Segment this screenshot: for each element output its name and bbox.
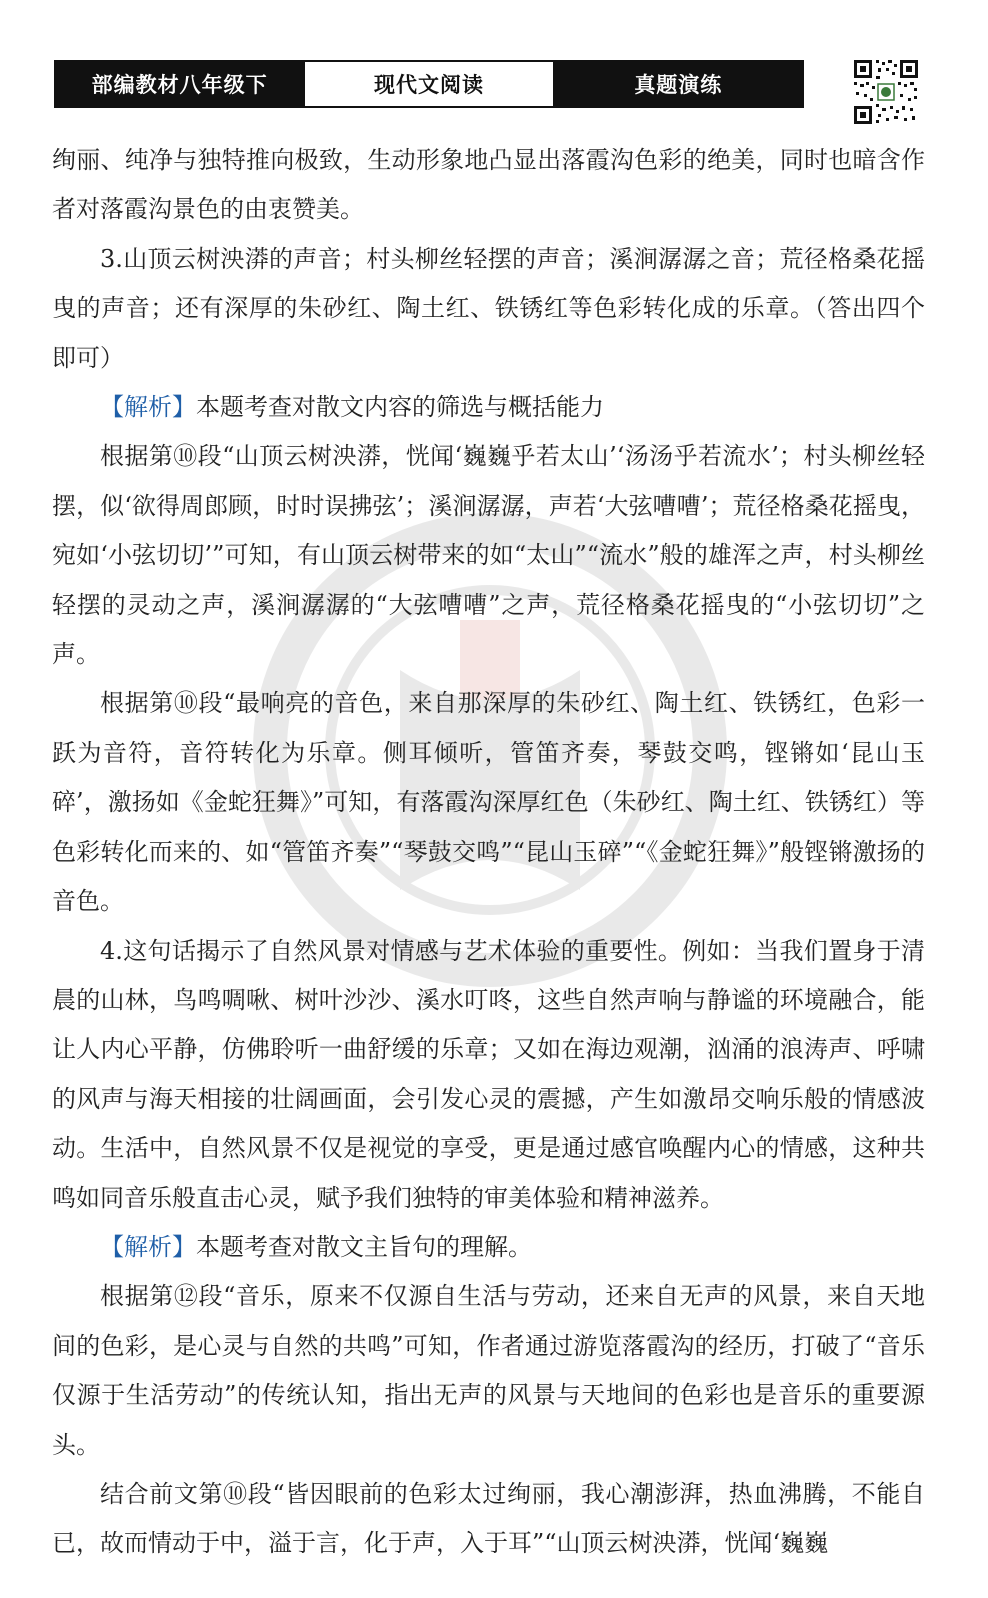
paragraph-text: 4.这句话揭示了自然风景对情感与艺术体验的重要性。例如：当我们置身于清晨的山林，鸟鸣啁啾、树叶沙沙、溪水叮咚，这些自然声响与静谧的环境融合，能让人内心平静，仿佛聆听一曲舒缓的乐章；又如在海边观潮，汹涌的浪涛声、呼啸的风声与海天相接的壮阔画面，会引发心灵的震撼，产生如激昂交响乐般的情感波动。生活中，自然风景不仅是视觉的享受，更是通过感官唤醒内心的情感，这种共鸣如同音乐般直击心灵，赋予我们独特的审美体验和精神滋养。 xyxy=(52,936,925,1212)
paragraph-text: 3.山顶云树泱漭的声音；村头柳丝轻摆的声音；溪涧潺潺之音；荒径格桑花摇曳的声音；还有深厚的朱砂红、陶土红、铁锈红等色彩转化成的乐章。（答出四个即可） xyxy=(52,244,925,372)
qr-code-icon xyxy=(852,58,920,126)
document-body xyxy=(52,136,925,1569)
paragraph-3 xyxy=(52,383,925,432)
paragraph-text: 根据第⑩段“最响亮的音色，来自那深厚的朱砂红、陶土红、铁锈红，色彩一跃为音符，音符转化为乐章。侧耳倾听，管笛齐奏，琴鼓交鸣，铿锵如‘昆山玉碎’，激扬如《金蛇狂舞》”可知，有落霞沟深厚红色（朱砂红、陶土红、铁锈红）等色彩转化而来的、如“管笛齐奏”“琴鼓交鸣”“昆山玉碎”“《金蛇狂舞》”般铿锵激扬的音色。 xyxy=(52,689,925,916)
analysis-tag: 【解析】 xyxy=(100,1232,196,1261)
paragraph-1 xyxy=(52,136,925,235)
header-exercise-label: 真题演练 xyxy=(555,62,802,106)
paragraph-text: 本题考查对散文主旨句的理解。 xyxy=(196,1232,532,1261)
paragraph-text: 根据第⑩段“山顶云树泱漭，恍闻‘巍巍乎若太山’‘汤汤乎若流水’；村头柳丝轻摆，似‘欲得周郎顾，时时误拂弦’；溪涧潺潺，声若‘大弦嘈嘈’；荒径格桑花摇曳，宛如‘小弦切切’”可知，有山顶云树带来的如“太山”“流水”般的雄浑之声，村头柳丝轻摆的灵动之声，溪涧潺潺的“大弦嘈嘈”之声，荒径格桑花摇曳的“小弦切切”之声。 xyxy=(52,442,925,669)
paragraph-9 xyxy=(52,1470,925,1569)
paragraph-6 xyxy=(52,927,925,1223)
paragraph-text: 本题考查对散文内容的筛选与概括能力 xyxy=(196,393,604,422)
paragraph-text: 绚丽、纯净与独特推向极致，生动形象地凸显出落霞沟色彩的绝美，同时也暗含作者对落霞沟景色的由衷赞美。 xyxy=(52,146,925,224)
paragraph-text: 根据第⑫段“音乐，原来不仅源自生活与劳动，还来自无声的风景，来自天地间的色彩，是心灵与自然的共鸣”可知，作者通过游览落霞沟的经历，打破了“音乐仅源于生活劳动”的传统认知，指出无声的风景与天地间的色彩也是音乐的重要源头。 xyxy=(52,1282,925,1459)
paragraph-8 xyxy=(52,1272,925,1470)
paragraph-7 xyxy=(52,1223,925,1272)
paragraph-5 xyxy=(52,679,925,926)
header-bar xyxy=(54,60,804,108)
header-section-label: 现代文阅读 xyxy=(303,62,554,106)
header-textbook-label: 部编教材八年级下 xyxy=(56,62,303,106)
paragraph-text: 结合前文第⑩段“皆因眼前的色彩太过绚丽，我心潮澎湃，热血沸腾，不能自已，故而情动于中，溢于言，化于声，入于耳”“山顶云树泱漭，恍闻‘巍巍 xyxy=(52,1479,925,1558)
paragraph-2 xyxy=(52,235,925,383)
paragraph-4 xyxy=(52,432,925,679)
analysis-tag: 【解析】 xyxy=(100,393,196,422)
